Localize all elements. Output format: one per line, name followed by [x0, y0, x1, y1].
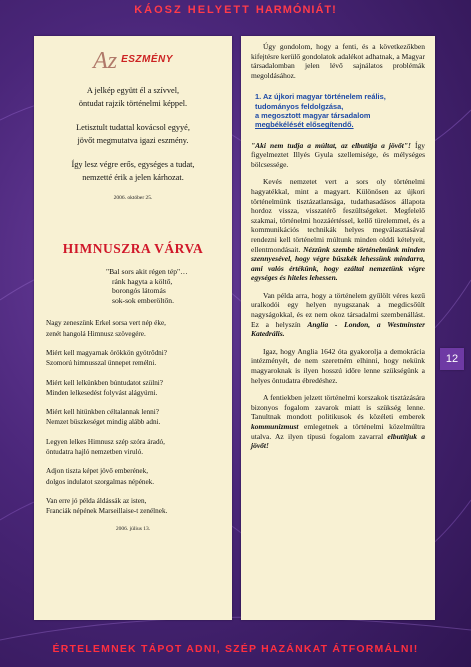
- poem-line: Nagy zeneszünk Erkel sorsa vert nép éke,: [46, 319, 166, 328]
- poem-line: dolgos indulatot szorgalmas népének.: [46, 477, 155, 486]
- epigraph-line: ránk hagyta a költő,: [112, 276, 173, 286]
- list-line: 1. Az újkori magyar történelem reális,: [255, 92, 386, 102]
- poem-line: A jelkép együtt él a szívvel,: [86, 86, 180, 95]
- location-emphasis: Anglia - London, a Westminster Katedrális.: [251, 319, 425, 339]
- page-header: [0, 4, 471, 16]
- poem-line: nemzetté érik a jelen kárhozat.: [82, 173, 184, 182]
- header-part2: HARMÓNIÁT!: [255, 4, 337, 16]
- poem2-title: HIMNUSZRA VÁRVA: [62, 241, 204, 256]
- paragraph-text: A fentiekben jelzett történelmi korszakok tisztázására bizonyos fogalom zavarok miatt is szükség lenne. Tanultnak mondott politikusok és közéleti emberek: [251, 393, 425, 422]
- illyes-quote: "Aki nem tudja a múltat, az elbutítja a jövőt"!: [251, 140, 411, 150]
- poem-line: Így lesz végre erős, egységes a tudat,: [71, 160, 195, 169]
- list-line: megbékélését elősegítendő.: [255, 120, 354, 130]
- poem-line: Van erre jó példa áldássák az isten,: [46, 496, 147, 505]
- poem-line: Miért kell magyarnak örökkön gyötrődni?: [46, 348, 167, 357]
- epigraph-line: "Bal sors akit régen tép"…: [106, 267, 188, 276]
- poem1-stanza: [46, 158, 220, 184]
- epigraph-line: borongós látomás: [112, 286, 166, 296]
- poem-line: Adjon tiszta képet jövő emberének,: [46, 467, 148, 476]
- paragraph-emphasis: kommunizmust: [251, 422, 299, 431]
- poem2-epigraph: [106, 267, 220, 305]
- article-highlight-list: [251, 92, 425, 129]
- paragraph-text: emlegetnek a történelmi közelmúltra utalva. Az ilyen típusú fogalom zavarral: [251, 422, 425, 441]
- poem-line: zenét hangolá Himnusz szövegére.: [46, 329, 146, 338]
- article-paragraph: [251, 291, 425, 339]
- poem2-date: 2006. július 13.: [115, 525, 151, 532]
- article-paragraph: Igaz, hogy Anglia 1642 óta gyakorolja a demokrácia intézményét, de nem szeretném elhinni, hogy nekünk magyaroknak is ilyen hosszú időre lenne szükségünk a helyes öntudatra ébredéshez.: [251, 346, 425, 385]
- epigraph-line: sok-sok emberöltőn.: [112, 295, 175, 305]
- quote-followup: Így figyelmeztet Illyés Gyula szellemisége, és mélységes bölcsessége.: [251, 140, 425, 169]
- poem-line: Szomorú himnusszal ünnepet remélni.: [46, 359, 157, 368]
- poem-line: Letisztult tudattal kovácsol egyyé,: [76, 123, 190, 132]
- poem-line: Minden lelkesedést folyvást alágyúrni.: [46, 388, 158, 397]
- poem2-stanza: [46, 407, 220, 428]
- poem-line: Miért kell hitünkben céltalannak lenni?: [46, 408, 159, 417]
- poem1-date: 2006. október 25.: [113, 195, 153, 201]
- poem1-stanza: [46, 84, 220, 110]
- poem1-stanza: [46, 121, 220, 147]
- header-part1: KÁOSZ HELYETT: [134, 4, 251, 16]
- poem-line: Legyen lelkes Himnusz szép szóra áradó,: [46, 437, 165, 446]
- poem-line: Franciák népének Marseillaise-t zenélnek.: [46, 507, 168, 516]
- poem2-stanza: [46, 466, 220, 487]
- poem2-stanza: [46, 378, 220, 399]
- article-paragraph: Úgy gondolom, hogy a fenti, és a következőkben kifejtésre kerülő gondolatok adalékot adhatnak, a Magyar társadalomban jelen lévő sajnálatos problémák megoldásához.: [251, 42, 425, 80]
- left-column: [34, 36, 232, 620]
- poem-line: Nemzet büszkeséget mindig alább adni.: [46, 418, 161, 427]
- poem2-stanza: [46, 496, 220, 517]
- right-column: [241, 36, 435, 620]
- paragraph-text: Van példa arra, hogy a történelem gyűlölt véres kezű uralkodói egy helyen nyugszanak a megdicsőült nagyságokkal, és ez nem okoz társadalmi szembenállást. Ez a helyszín: [251, 290, 425, 329]
- poem-line: jövőt megmutatva igazi eszmény.: [77, 136, 189, 145]
- page-number-badge: 12: [440, 348, 464, 370]
- article-paragraph: [251, 177, 425, 283]
- article-paragraph: [251, 393, 425, 451]
- poem-title-eszmeny-word: ESZMÉNY: [121, 54, 173, 65]
- list-line: tudományos feldolgzása,: [255, 101, 344, 111]
- paragraph-emphasis: Nézzünk szembe történelmünk minden szennyesével, hogy végre büszkék lehessünk mindarra, ami valós értékünk, hogy ezáltal nemzetünk végre egységes és hiteles lehessen.: [251, 244, 425, 283]
- poem-line: öntudat rajzik történelmi képpel.: [78, 99, 188, 108]
- poem-line: öntudatra hajló nemzetben viruló.: [46, 448, 143, 457]
- poem-title-az: Az: [93, 48, 118, 74]
- paragraph-text: Kevés nemzetet vert a sors oly történelmi hagyatékkal, mint a magyart. Különösen az újkori történelmünk tisztázatlansága, tudathasadásos állapota hordoz vissza, visszatérő feszültségeket. Megfelelő szakmai, történelmi hozzáértéssel, kellő türelemmel, és a kommunikációs technikák helyes megválasztásával rendezni kell történelmi múltunk minden olddi kételyeit, ellentmondásait.: [251, 177, 425, 254]
- page-footer: ÉRTELEMNEK TÁPOT ADNI, SZÉP HAZÁNKAT ÁTFORMÁLNI!: [52, 643, 419, 655]
- poem2-stanza: [46, 348, 220, 369]
- poem-line: Miért kell lelkünkben búntudatot szülni?: [46, 378, 163, 387]
- paragraph-emphasis: elbutítjuk a jövőt!: [251, 431, 425, 451]
- poem-title-eszmeny: [46, 48, 220, 74]
- poem2-stanza: [46, 437, 220, 458]
- list-line: a megosztott magyar társadalom: [255, 110, 371, 120]
- poem2-stanza: [46, 318, 220, 339]
- article-quote-paragraph: [251, 141, 425, 170]
